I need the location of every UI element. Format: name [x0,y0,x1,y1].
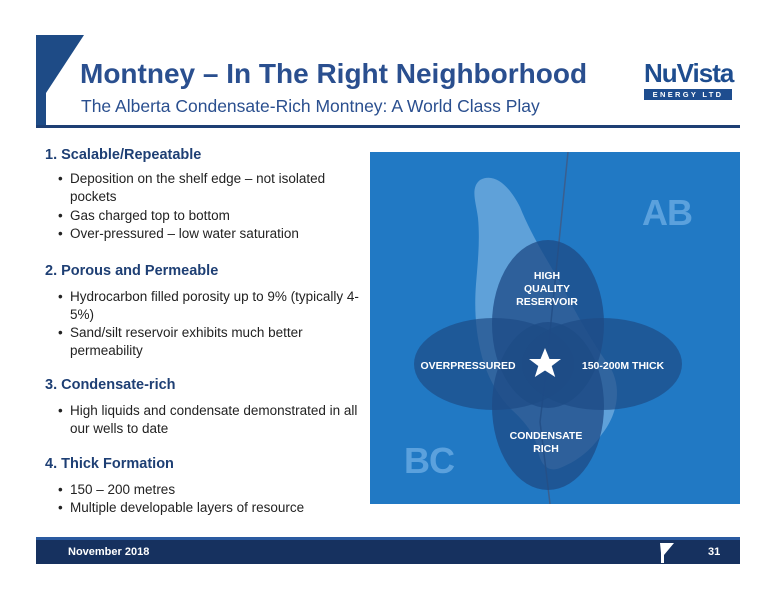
section-heading: 2. Porous and Permeable [45,263,219,279]
venn-label-right: 150-200M THICK [581,360,665,372]
list-item: • Multiple developable layers of resource [70,499,370,517]
list-item: • Gas charged top to bottom [70,207,370,225]
venn-label-bottom: CONDENSATE RICH [509,430,583,455]
page-title: Montney – In The Right Neighborhood [80,58,588,89]
venn-label-top: HIGH QUALITY RESERVOIR [516,270,578,308]
list-item: • Hydrocarbon filled porosity up to 9% (typically 4-5%) [70,288,370,324]
list-item: • High liquids and condensate demonstrated in all our wells to date [70,402,370,438]
page-subtitle: The Alberta Condensate-Rich Montney: A World Class Play [81,96,540,116]
list-item: • Sand/silt reservoir exhibits much better permeability [70,324,370,360]
list-item: • Over-pressured – low water saturation [70,225,370,243]
section-heading: 1. Scalable/Repeatable [45,147,202,163]
province-label-bc: BC [404,440,454,481]
brand-name: NuVista [644,58,734,88]
province-label-ab: AB [642,192,692,233]
brand-logo [644,58,732,102]
brand-tagline: ENERGY LTD [644,89,732,100]
header-divider [36,125,740,128]
montney-map [370,152,740,504]
footer-date: November 2018 [68,546,150,558]
section-heading: 3. Condensate-rich [45,377,176,393]
page-number: 31 [708,546,721,558]
nuvista-v-logo-icon [36,35,84,127]
list-item: • Deposition on the shelf edge – not isolated pockets [70,170,370,206]
list-item: • 150 – 200 metres [70,481,370,499]
venn-label-left: OVERPRESSURED [420,360,516,372]
section-heading: 4. Thick Formation [45,456,174,472]
nuvista-v-footer-icon [660,543,674,563]
